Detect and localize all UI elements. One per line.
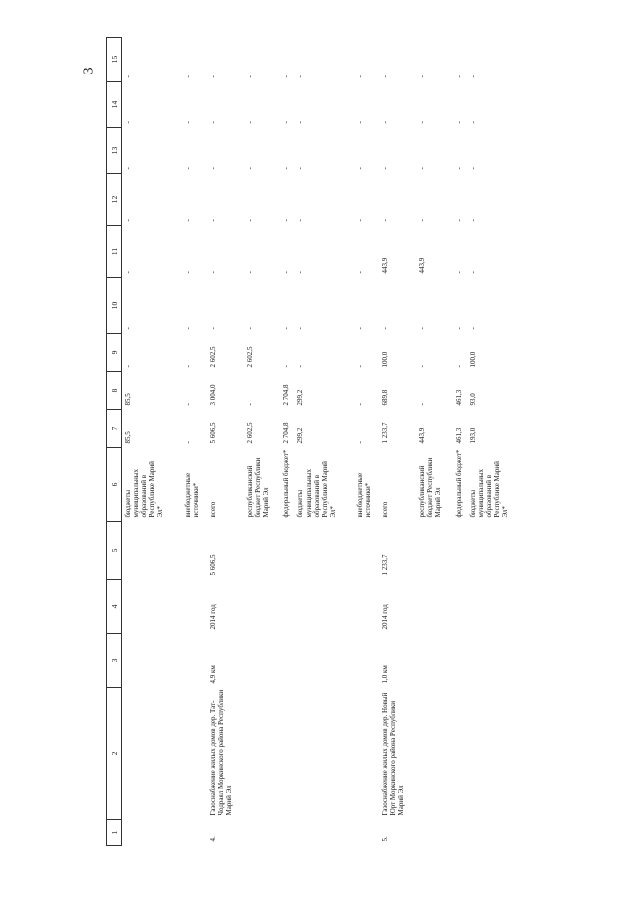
cell: -	[183, 75, 192, 78]
col-num-4: 4	[107, 580, 122, 634]
cell: -	[468, 327, 477, 330]
cell: -	[208, 75, 217, 78]
source-label: всего	[208, 501, 217, 518]
estimated-cost: 5 606,5	[208, 554, 217, 576]
cell: -	[417, 219, 426, 222]
column-number-row	[107, 38, 122, 846]
cell: -	[245, 167, 254, 170]
cell: -	[183, 441, 192, 444]
cell: -	[183, 219, 192, 222]
col-num-6: 6	[107, 448, 122, 522]
cell: -	[417, 121, 426, 124]
cell: -	[282, 75, 291, 78]
cell: -	[245, 75, 254, 78]
col-num-3: 3	[107, 634, 122, 688]
table-row	[182, 38, 207, 846]
cell: -	[355, 441, 364, 444]
cell: 461,3	[454, 389, 463, 406]
col-num-8: 8	[107, 372, 122, 410]
cell: -	[468, 219, 477, 222]
col-num-14: 14	[107, 82, 122, 128]
col-num-13: 13	[107, 128, 122, 174]
cell: -	[183, 403, 192, 406]
cell: -	[208, 121, 217, 124]
table-row	[294, 38, 353, 846]
cell: 443,9	[417, 427, 426, 444]
cell: 2 602,5	[245, 346, 254, 368]
cell: -	[468, 271, 477, 274]
object-name: Газоснабжение жилых домов дер. Тат-Чодраял Моркинского района Республики Марий Эл	[208, 689, 234, 816]
cell: 2 704,8	[282, 422, 291, 444]
cell: 3 004,0	[208, 384, 217, 406]
cell: -	[208, 327, 217, 330]
cell: -	[245, 327, 254, 330]
cell: -	[417, 75, 426, 78]
cell: -	[124, 121, 132, 124]
cell: -	[355, 327, 364, 330]
cell: 193,0	[468, 427, 477, 444]
cell: -	[245, 121, 254, 124]
cell: -	[355, 167, 364, 170]
col-num-5: 5	[107, 522, 122, 580]
cell: -	[417, 365, 426, 368]
cell: -	[183, 167, 192, 170]
cell: -	[282, 121, 291, 124]
cell: -	[282, 327, 291, 330]
cell: -	[417, 327, 426, 330]
cell: -	[381, 75, 390, 78]
source-label: федеральный бюджет*	[454, 449, 463, 518]
cell: -	[296, 271, 305, 274]
col-num-9: 9	[107, 334, 122, 372]
object-length: 4,9 км	[208, 665, 217, 684]
cell: -	[183, 327, 192, 330]
cell: -	[124, 271, 132, 274]
source-label: внебюджетные источники*	[355, 472, 372, 518]
table-row	[280, 38, 294, 846]
cell: -	[245, 271, 254, 274]
table-row	[379, 38, 416, 846]
cell: -	[355, 271, 364, 274]
rotated-table	[106, 38, 526, 846]
col-num-2: 2	[107, 688, 122, 820]
cell: 2 602,5	[208, 346, 217, 368]
col-num-1: 1	[107, 820, 122, 846]
table-row	[244, 38, 281, 846]
cell: -	[282, 271, 291, 274]
cell: 443,9	[381, 257, 390, 274]
cell: -	[381, 219, 390, 222]
table-row	[207, 38, 244, 846]
cell: -	[454, 167, 463, 170]
cell: -	[454, 327, 463, 330]
source-label: всего	[381, 501, 390, 518]
cell: -	[183, 271, 192, 274]
cell: -	[124, 365, 132, 368]
cell: 93,0	[468, 393, 477, 406]
cell: -	[282, 365, 291, 368]
source-label: федеральный бюджет*	[282, 449, 291, 518]
cell: 85,5	[124, 393, 132, 406]
cell: 5 606,5	[208, 422, 217, 444]
source-label: бюджеты муниципальных образований в Республике Марий Эл*	[124, 461, 165, 518]
col-num-7: 7	[107, 410, 122, 448]
cell: -	[296, 121, 305, 124]
source-label: внебюджетные источники*	[183, 472, 200, 518]
cell: 1 233,7	[381, 422, 390, 444]
cell: -	[417, 403, 426, 406]
cell: -	[124, 327, 132, 330]
object-name: Газоснабжение жилых домов дер. Новый Юрт Моркинского района Республики Марий Эл	[381, 692, 406, 816]
row-number: 5.	[381, 836, 390, 842]
cell: -	[355, 219, 364, 222]
source-label: бюджеты муниципальных образований в Республике Марий Эл*	[468, 461, 510, 518]
cell: -	[124, 219, 132, 222]
table-row	[453, 38, 467, 846]
cell: -	[183, 365, 192, 368]
cell: 2 704,8	[282, 384, 291, 406]
cell: -	[454, 75, 463, 78]
source-label: бюджеты муниципальных образований в Республике Марий Эл*	[296, 461, 337, 518]
source-label: республиканский бюджет Республики Марий Эл	[245, 457, 270, 518]
cell: -	[296, 167, 305, 170]
object-length: 1,0 км	[381, 665, 390, 684]
cell: 689,8	[381, 389, 390, 406]
page-number: 3	[81, 67, 97, 75]
table-row	[122, 38, 182, 846]
source-label: республиканский бюджет Республики Марий Эл	[417, 457, 443, 518]
cell: -	[296, 365, 305, 368]
cell: -	[245, 403, 254, 406]
col-num-10: 10	[107, 278, 122, 334]
cell: 100,0	[381, 351, 390, 368]
col-num-11: 11	[107, 226, 122, 278]
cell: -	[454, 365, 463, 368]
cell: 100,0	[468, 351, 477, 368]
cell: 85,5	[124, 431, 132, 444]
cell: -	[355, 75, 364, 78]
row-number: 4.	[208, 836, 217, 842]
col-num-12: 12	[107, 174, 122, 226]
cell: -	[208, 219, 217, 222]
cell: -	[355, 403, 364, 406]
cell: -	[245, 219, 254, 222]
cell: -	[124, 167, 132, 170]
construction-year: 2014 год	[381, 604, 390, 630]
cell: -	[381, 167, 390, 170]
cell: -	[208, 271, 217, 274]
cell: -	[208, 167, 217, 170]
cell: -	[454, 121, 463, 124]
table-row	[354, 38, 379, 846]
cell: 2 602,5	[245, 422, 254, 444]
cell: -	[355, 121, 364, 124]
cell: -	[454, 219, 463, 222]
cell: -	[296, 75, 305, 78]
cell: -	[468, 121, 477, 124]
cell: 299,2	[296, 427, 305, 444]
cell: -	[381, 121, 390, 124]
table-row	[467, 38, 526, 846]
construction-year: 2014 год	[208, 604, 217, 630]
financing-table	[106, 37, 526, 846]
cell: -	[468, 75, 477, 78]
cell: -	[183, 121, 192, 124]
cell: -	[468, 167, 477, 170]
cell: -	[417, 167, 426, 170]
cell: 299,2	[296, 389, 305, 406]
cell: -	[124, 75, 132, 78]
cell: -	[355, 365, 364, 368]
cell: -	[296, 219, 305, 222]
cell: 443,9	[417, 257, 426, 274]
cell: -	[381, 327, 390, 330]
col-num-15: 15	[107, 38, 122, 82]
cell: -	[282, 219, 291, 222]
estimated-cost: 1 233,7	[381, 554, 390, 576]
cell: 461,3	[454, 427, 463, 444]
cell: -	[296, 327, 305, 330]
cell: -	[454, 271, 463, 274]
cell: -	[282, 167, 291, 170]
table-row	[416, 38, 453, 846]
